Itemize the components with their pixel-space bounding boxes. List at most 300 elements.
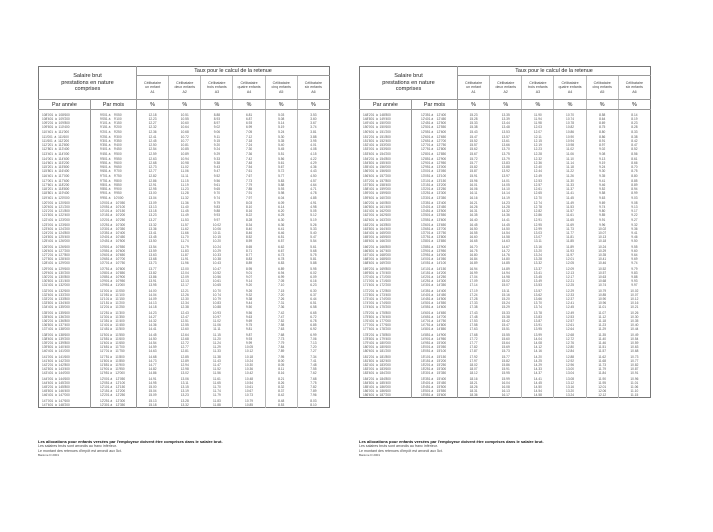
rate-a4: 11.65 <box>554 218 586 222</box>
rate-a2: 12.60 <box>169 327 201 331</box>
rate-a3: 11.74 <box>201 389 233 393</box>
rate-a3: 13.87 <box>522 319 554 323</box>
rate-a4: 9.63 <box>233 315 265 319</box>
rate-a4: 7.54 <box>233 165 265 169</box>
column-header-a4 <box>233 76 265 100</box>
rate-a6: 4.01 <box>297 143 329 147</box>
yearly-range: 142'801 à 143'400 <box>42 367 70 372</box>
rate-a4: 13.04 <box>554 371 586 375</box>
withholding-table <box>359 66 651 398</box>
rate-a5: 5.98 <box>265 191 297 195</box>
rate-a1: 16.70 <box>458 244 490 249</box>
yearly-range: 157'801 à 158'400 <box>363 183 391 188</box>
rate-a6: 5.75 <box>297 253 329 257</box>
rate-a1: 17.58 <box>458 323 490 327</box>
monthly-range: 14'301 à 14'350 <box>412 283 458 287</box>
yearly-range: 181'801 à 182'400 <box>363 358 391 363</box>
rate-a5: 7.84 <box>265 345 297 349</box>
rate-a2: 16.17 <box>490 393 522 398</box>
rate-a5: 11.57 <box>586 349 618 353</box>
rate-a4: 8.22 <box>233 213 265 217</box>
rate-a4: 10.90 <box>554 134 586 139</box>
yearly-range: 117'601 à 118'200 <box>42 183 70 188</box>
rate-a5: 9.24 <box>586 165 618 169</box>
yearly-range: 118'801 à 119'400 <box>42 191 70 196</box>
yearly-range: 163'801 à 164'400 <box>363 227 391 231</box>
yearly-range: 132'601 à 133'200 <box>42 292 70 297</box>
rate-a6: 6.58 <box>297 305 329 309</box>
rate-a1: 13.00 <box>137 191 169 195</box>
yearly-range: 177'601 à 178'200 <box>363 327 391 332</box>
rate-a5: 6.73 <box>265 253 297 257</box>
monthly-range: 11'201 à 11'250 <box>91 305 137 309</box>
monthly-range: 13'251 à 13'300 <box>412 191 458 195</box>
footnotes <box>38 440 223 457</box>
note-rounding-salary: Les salaires bruts sont arrondis au franc inférieur. <box>359 444 438 449</box>
rate-a2: 15.29 <box>490 305 522 309</box>
yearly-range: 138'601 à 139'200 <box>42 336 70 341</box>
rate-a6: 10.30 <box>618 315 650 319</box>
rate-a3: 11.90 <box>522 110 554 118</box>
percent-header: % <box>265 100 297 110</box>
rate-a1: 14.86 <box>137 371 169 375</box>
rate-a2: 11.57 <box>169 222 201 227</box>
rate-a3: 12.49 <box>522 174 554 178</box>
rate-a3: 11.56 <box>201 371 233 375</box>
rate-a2: 11.74 <box>169 239 201 243</box>
monthly-range: 13'601 à 13'650 <box>412 222 458 227</box>
rate-a1: 18.07 <box>458 367 490 371</box>
rate-a2: 10.98 <box>169 161 201 165</box>
column-header-text: Célibataire <box>497 81 515 86</box>
rate-a6: 3.53 <box>297 110 329 118</box>
rate-a1: 15.91 <box>458 174 490 178</box>
rate-a1: 16.16 <box>458 196 490 200</box>
rate-a4: 9.38 <box>233 297 265 301</box>
monthly-range: 11'001 à 11'050 <box>91 288 137 293</box>
monthly-range: 10'601 à 10'650 <box>91 253 137 257</box>
rate-a1: 14.04 <box>137 293 169 297</box>
rate-a3: 11.65 <box>201 381 233 385</box>
note-reference: Barème D 2001 <box>38 452 60 457</box>
rate-a4: 10.70 <box>554 110 586 118</box>
rate-a1: 14.18 <box>137 305 169 309</box>
rate-a6: 4.78 <box>297 191 329 195</box>
rate-a4: 13.00 <box>554 367 586 371</box>
monthly-range: 11'551 à 11'600 <box>91 337 137 341</box>
rate-a5: 9.63 <box>586 196 618 200</box>
rate-a5: 6.67 <box>265 249 297 253</box>
rate-a1: 12.73 <box>137 165 169 169</box>
monthly-range: 9'701 à 9'750 <box>91 174 137 178</box>
rate-a3: 12.57 <box>522 183 554 187</box>
yearly-range: 114'001 à 114'600 <box>42 156 70 161</box>
monthly-range: 15'101 à 15'150 <box>412 353 458 358</box>
monthly-range: 14'101 à 14'150 <box>412 266 458 271</box>
rate-a3: 14.04 <box>522 337 554 341</box>
rate-a2: 11.87 <box>169 253 201 257</box>
rate-a6: 9.79 <box>618 266 650 271</box>
rate-a4: 11.61 <box>554 213 586 217</box>
rate-a2: 13.61 <box>490 139 522 143</box>
rate-a2: 11.40 <box>169 205 201 209</box>
monthly-range: 10'551 à 10'600 <box>91 249 137 253</box>
rate-a5: 8.53 <box>265 403 297 408</box>
rate-a6: 6.30 <box>297 288 329 293</box>
rate-a6: 9.36 <box>618 227 650 231</box>
yearly-range: 129'601 à 130'200 <box>42 270 70 275</box>
rate-a3: 11.06 <box>201 323 233 327</box>
rate-a1: 14.00 <box>137 288 169 293</box>
salary-header <box>39 67 137 100</box>
monthly-range: 10'451 à 10'500 <box>91 239 137 243</box>
rate-a5: 11.01 <box>586 305 618 309</box>
rate-a6: 5.61 <box>297 244 329 249</box>
yearly-range: 112'201 à 112'800 <box>42 143 70 148</box>
rate-a2: 11.32 <box>169 196 201 200</box>
column-header-text: A1 <box>471 89 476 94</box>
yearly-range: 112'801 à 113'400 <box>42 147 70 152</box>
rate-a3: 13.57 <box>522 288 554 293</box>
rate-a2: 15.42 <box>490 319 522 323</box>
rate-a4: 8.03 <box>233 200 265 205</box>
rate-a6: 10.21 <box>618 305 650 309</box>
rate-a3: 12.15 <box>522 139 554 143</box>
monthly-range: 13'101 à 13'150 <box>412 178 458 183</box>
rate-a3: 12.11 <box>522 134 554 139</box>
rate-a6: 5.40 <box>297 231 329 235</box>
rate-a5: 10.52 <box>586 266 618 271</box>
yearly-range: 135'001 à 135'600 <box>42 310 70 315</box>
salary-header-line: prestations en nature <box>61 79 114 86</box>
rate-a6: 9.83 <box>618 271 650 275</box>
rate-a4: 12.53 <box>554 315 586 319</box>
rate-a1: 13.91 <box>137 279 169 283</box>
rate-a3: 12.36 <box>522 161 554 165</box>
rate-a3: 9.93 <box>201 213 233 217</box>
rate-a6: 10.73 <box>618 353 650 358</box>
rate-a2: 14.94 <box>490 271 522 275</box>
rate-a6: 3.88 <box>297 134 329 139</box>
rate-a4: 11.77 <box>554 231 586 235</box>
rate-a3: 9.97 <box>201 218 233 222</box>
rate-a1: 17.82 <box>458 345 490 349</box>
rate-a3: 13.03 <box>522 231 554 235</box>
monthly-range: 10'051 à 10'100 <box>91 205 137 209</box>
yearly-range: 186'601 à 187'200 <box>363 393 391 398</box>
rate-a2: 12.85 <box>169 353 201 358</box>
rate-a3: 12.70 <box>522 196 554 200</box>
rate-a2: 13.39 <box>490 117 522 121</box>
rate-a1: 16.99 <box>458 271 490 275</box>
rate-a4: 12.84 <box>554 349 586 353</box>
yearly-range: 145'201 à 145'800 <box>42 384 70 389</box>
column-header-text: un enfant <box>145 85 161 90</box>
rate-a5: 10.46 <box>586 261 618 265</box>
rate-a3: 14.12 <box>522 345 554 349</box>
rate-a5: 8.86 <box>586 134 618 139</box>
rate-a3: 10.70 <box>201 288 233 293</box>
rate-a4: 12.96 <box>554 363 586 367</box>
monthly-range: 9'901 à 9'950 <box>91 191 137 195</box>
column-header-text: un enfant <box>466 85 482 90</box>
rate-a2: 11.70 <box>169 235 201 239</box>
rate-a1: 18.16 <box>458 375 490 380</box>
yearly-range: 168'601 à 169'200 <box>363 261 391 266</box>
rate-a5: 9.85 <box>586 213 618 217</box>
rate-a3: 11.94 <box>522 117 554 121</box>
yearly-range: 184'201 à 184'800 <box>363 376 391 381</box>
rate-a5: 10.63 <box>586 275 618 279</box>
rate-a1: 12.95 <box>137 187 169 191</box>
rate-a6: 5.81 <box>297 257 329 261</box>
yearly-range: 184'801 à 185'400 <box>363 380 391 385</box>
rate-a5: 6.36 <box>265 222 297 227</box>
column-header-text: quatre enfants <box>558 85 582 90</box>
yearly-range: 108'001 à 108'600 <box>42 113 70 117</box>
monthly-range: 14'651 à 14'700 <box>412 315 458 319</box>
monthly-range: 15'151 à 15'200 <box>412 359 458 363</box>
rate-a4: 12.29 <box>554 288 586 293</box>
rate-a1: 17.97 <box>458 359 490 363</box>
yearly-range: 181'201 à 181'800 <box>363 354 391 359</box>
rate-a1: 13.45 <box>137 235 169 239</box>
rate-a5: 11.46 <box>586 341 618 345</box>
rate-a3: 10.52 <box>201 271 233 275</box>
salary-header-line: Salaire brut <box>73 73 102 80</box>
rate-a1: 15.52 <box>458 139 490 143</box>
rate-a5: 5.24 <box>265 130 297 134</box>
yearly-range: 176'401 à 177'000 <box>363 319 391 324</box>
rate-a6: 9.97 <box>618 283 650 287</box>
rate-a5: 5.30 <box>265 134 297 139</box>
rate-a2: 15.86 <box>490 363 522 367</box>
yearly-range: 114'601 à 115'200 <box>42 161 70 166</box>
rate-a6: 8.28 <box>618 125 650 129</box>
rate-a4: 12.72 <box>554 337 586 341</box>
rate-a5: 12.06 <box>586 389 618 393</box>
rate-a3: 10.83 <box>201 301 233 305</box>
rate-a6: 10.35 <box>618 319 650 323</box>
column-header-a1 <box>137 76 169 100</box>
rate-a5: 10.96 <box>586 301 618 305</box>
rate-a5: 11.35 <box>586 332 618 337</box>
rate-a6: 10.82 <box>618 363 650 367</box>
monthly-range: 10'851 à 10'900 <box>91 275 137 279</box>
rate-a4: 8.65 <box>233 244 265 249</box>
rate-a2: 15.91 <box>490 367 522 371</box>
rate-a5: 9.58 <box>586 191 618 195</box>
rate-a6: 8.10 <box>297 403 329 408</box>
rate-a3: 9.43 <box>201 165 233 169</box>
monthly-range: 10'651 à 10'700 <box>91 257 137 261</box>
rate-a1: 15.87 <box>458 169 490 173</box>
monthly-range: 12'351 à 12'400 <box>412 110 458 118</box>
rate-a5: 10.07 <box>586 231 618 235</box>
rate-a5: 11.18 <box>586 319 618 323</box>
rate-a6: 8.33 <box>618 130 650 134</box>
rate-a2: 13.28 <box>169 397 201 402</box>
rate-a3: 8.93 <box>201 117 233 121</box>
column-header-text: Célibataire <box>240 81 258 86</box>
rate-a4: 8.10 <box>233 205 265 209</box>
rate-a4: 12.13 <box>554 271 586 275</box>
yearly-range: 133'801 à 134'400 <box>42 301 70 306</box>
rate-a2: 13.53 <box>490 130 522 134</box>
rate-a5: 11.23 <box>586 323 618 327</box>
rate-a4: 10.74 <box>554 117 586 121</box>
rate-a6: 7.68 <box>297 375 329 380</box>
rate-a5: 6.99 <box>265 275 297 279</box>
monthly-range: 12'301 à 12'350 <box>91 403 137 408</box>
rate-a2: 14.85 <box>490 261 522 265</box>
monthly-range: 9'451 à 9'500 <box>91 152 137 156</box>
yearly-range: 127'801 à 128'400 <box>42 257 70 262</box>
rate-a5: 10.29 <box>586 249 618 253</box>
rate-a6: 10.87 <box>618 367 650 371</box>
rate-a6: 8.99 <box>618 191 650 195</box>
rate-a6: 5.33 <box>297 227 329 231</box>
rate-a4: 12.01 <box>554 257 586 261</box>
monthly-range: 11'801 à 11'850 <box>91 359 137 363</box>
yearly-range: 151'201 à 151'800 <box>363 134 391 139</box>
rate-a3: 8.97 <box>201 121 233 125</box>
rate-a2: 13.57 <box>490 134 522 139</box>
yearly-range: 170'401 à 171'000 <box>363 275 391 280</box>
rate-a2: 11.96 <box>169 261 201 265</box>
yearly-range: 157'201 à 157'800 <box>363 178 391 183</box>
yearly-range: 179'401 à 180'000 <box>363 341 391 345</box>
rate-a1: 15.96 <box>458 178 490 183</box>
tax-table-right <box>359 66 651 398</box>
rate-a1: 17.24 <box>458 293 490 297</box>
monthly-range: 9'001 à 9'050 <box>91 110 137 118</box>
rate-a5: 5.08 <box>265 117 297 121</box>
rate-a4: 11.22 <box>554 169 586 173</box>
rate-a1: 17.14 <box>458 283 490 287</box>
table-row <box>39 403 330 408</box>
rate-a3: 14.33 <box>522 367 554 371</box>
rate-a6: 9.74 <box>618 261 650 265</box>
rate-a5: 7.58 <box>265 323 297 327</box>
rate-a4: 9.87 <box>233 332 265 337</box>
rate-a3: 13.53 <box>522 283 554 287</box>
rate-a3: 11.47 <box>201 363 233 367</box>
yearly-range: 154'201 à 154'800 <box>363 156 391 161</box>
rate-a5: 11.73 <box>586 363 618 367</box>
rate-a6: 6.37 <box>297 293 329 297</box>
monthly-range: 10'951 à 11'000 <box>91 283 137 287</box>
salary-header-line: comprises <box>74 86 101 93</box>
monthly-range: 13'851 à 13'900 <box>412 244 458 249</box>
rate-a5: 11.79 <box>586 367 618 371</box>
rate-a6: 3.67 <box>297 121 329 125</box>
rate-a4: 12.45 <box>554 305 586 309</box>
rate-a1: 17.68 <box>458 332 490 337</box>
rate-a5: 7.52 <box>265 319 297 323</box>
rate-a3: 11.61 <box>201 375 233 380</box>
yearly-range: 153'001 à 153'600 <box>363 147 391 152</box>
rate-a2: 13.88 <box>490 165 522 169</box>
percent-header: % <box>169 100 201 110</box>
rate-a4: 13.24 <box>554 393 586 398</box>
monthly-range: 14'851 à 14'900 <box>412 332 458 337</box>
rate-a5: 11.29 <box>586 327 618 331</box>
monthly-range: 11'851 à 11'900 <box>91 363 137 367</box>
rate-a6: 8.19 <box>618 117 650 121</box>
rate-a6: 10.44 <box>618 327 650 331</box>
yearly-range: 178'801 à 179'400 <box>363 336 391 341</box>
monthly-range: 11'151 à 11'200 <box>91 301 137 305</box>
table-body <box>360 110 651 398</box>
monthly-range: 11'051 à 11'100 <box>91 293 137 297</box>
rate-a5: 11.12 <box>586 315 618 319</box>
rate-a4: 11.26 <box>554 174 586 178</box>
yearly-range: 180'001 à 180'600 <box>363 345 391 350</box>
rate-a4: 11.49 <box>554 200 586 205</box>
rate-a2: 12.47 <box>169 315 201 319</box>
rate-a6: 8.80 <box>618 174 650 178</box>
rate-a3: 11.33 <box>201 349 233 353</box>
column-header-text: A6 <box>632 89 637 94</box>
rate-a6: 10.96 <box>618 375 650 380</box>
monthly-range: 11'101 à 11'150 <box>91 297 137 301</box>
rate-a4: 8.34 <box>233 222 265 227</box>
rate-a5: 8.21 <box>265 375 297 380</box>
monthly-range: 13'951 à 14'000 <box>412 253 458 257</box>
rate-a6: 4.85 <box>297 196 329 200</box>
monthly-range: 12'751 à 12'800 <box>412 147 458 151</box>
rate-a6: 7.82 <box>297 385 329 389</box>
rate-a3: 14.41 <box>522 375 554 380</box>
monthly-range: 13'051 à 13'100 <box>412 174 458 178</box>
column-header-text: quatre enfants <box>237 85 261 90</box>
monthly-range: 9'951 à 10'000 <box>91 196 137 200</box>
yearly-range: 132'001 à 132'600 <box>42 288 70 293</box>
rate-a3: 10.02 <box>201 222 233 227</box>
yearly-range: 167'401 à 168'000 <box>363 253 391 258</box>
rate-a6: 6.85 <box>297 323 329 327</box>
rate-a4: 9.75 <box>233 323 265 327</box>
rate-a5: 10.18 <box>586 239 618 243</box>
rate-a1: 14.91 <box>137 375 169 380</box>
rate-a5: 6.62 <box>265 244 297 249</box>
rate-a3: 11.52 <box>201 367 233 371</box>
monthly-range: 9'551 à 9'600 <box>91 161 137 165</box>
rate-a5: 12.01 <box>586 385 618 389</box>
rate-a3: 14.37 <box>522 371 554 375</box>
rate-a2: 14.89 <box>490 266 522 271</box>
percent-header: % <box>201 100 233 110</box>
rate-a2: 13.19 <box>169 389 201 393</box>
rate-a1: 14.77 <box>137 363 169 367</box>
rate-a6: 9.69 <box>618 257 650 261</box>
rate-a3: 10.29 <box>201 249 233 253</box>
rate-a6: 9.46 <box>618 235 650 239</box>
rate-a6: 9.22 <box>618 213 650 217</box>
rate-a4: 11.33 <box>554 183 586 187</box>
yearly-range: 142'201 à 142'800 <box>42 362 70 367</box>
rate-a2: 11.83 <box>169 249 201 253</box>
rate-a6: 10.54 <box>618 337 650 341</box>
monthly-range: 9'201 à 9'250 <box>91 130 137 134</box>
per-year-header: Par année <box>360 100 412 110</box>
yearly-range: 109'201 à 109'800 <box>42 121 70 126</box>
tax-table-left <box>38 66 330 408</box>
rate-a5: 11.90 <box>586 375 618 380</box>
rate-a6: 6.92 <box>297 327 329 331</box>
rate-a2: 14.28 <box>490 205 522 209</box>
